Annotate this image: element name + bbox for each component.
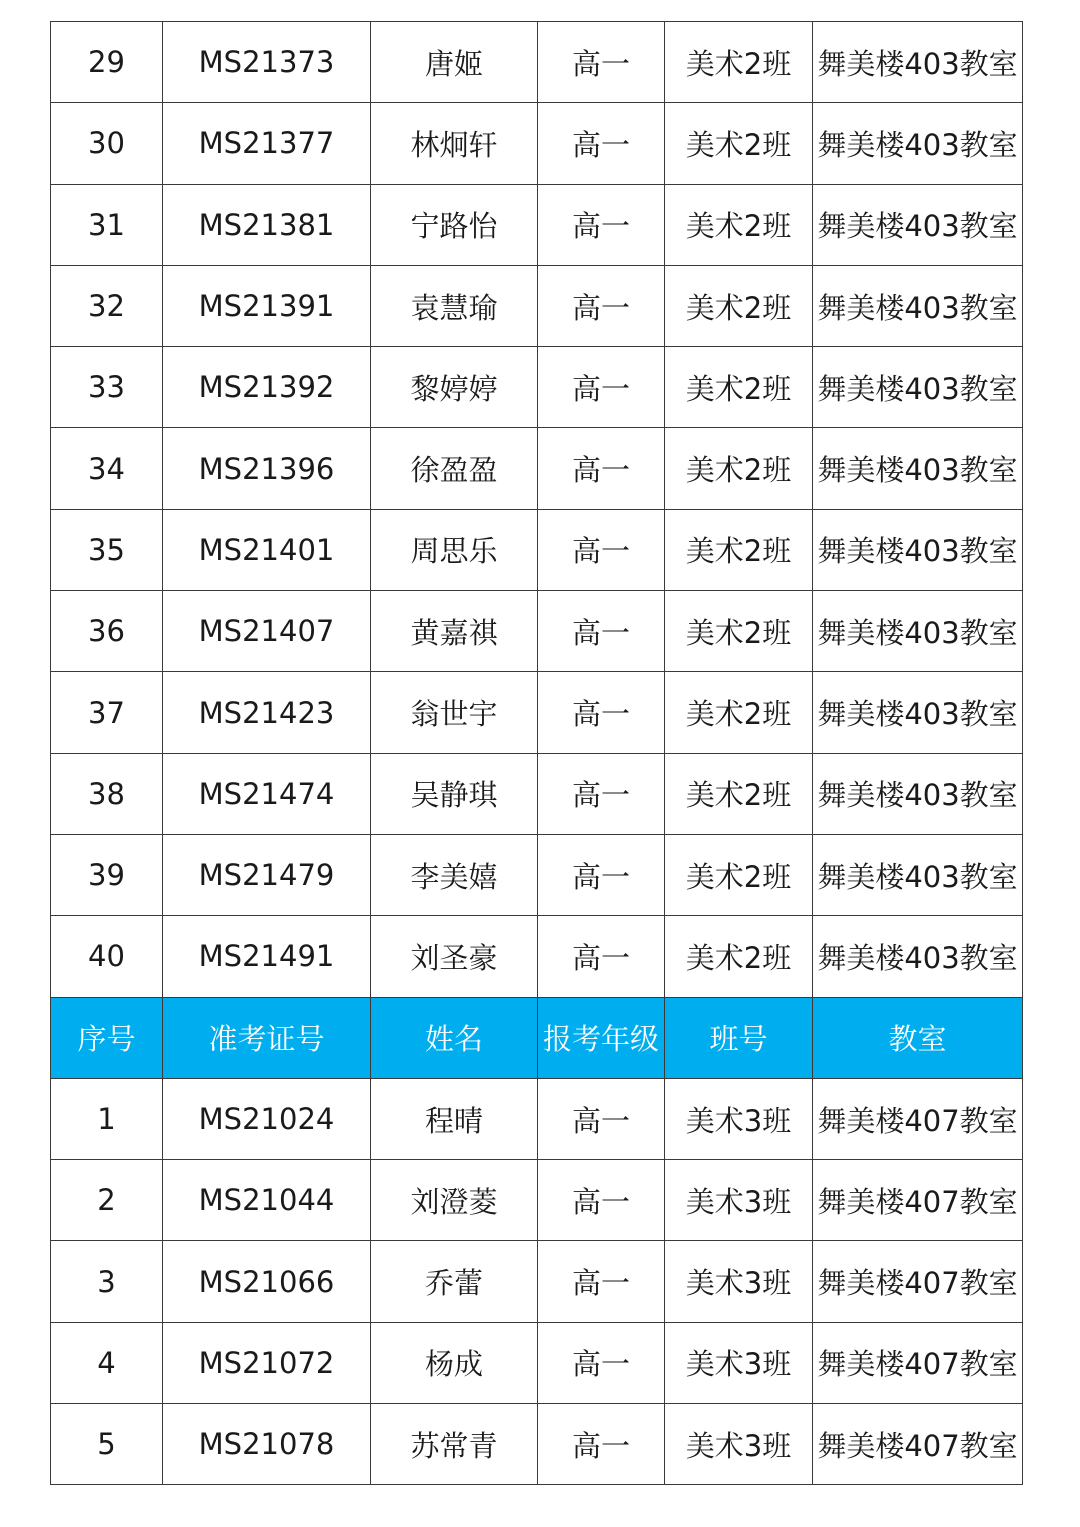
exam-id-cell: MS21078 (163, 1404, 371, 1485)
header-grade-cell: 报考年级 (538, 997, 665, 1078)
name-cell: 吴静琪 (371, 753, 538, 834)
seq-cell: 2 (51, 1160, 163, 1241)
class-cell: 美术3班 (665, 1404, 813, 1485)
table-row (51, 509, 1023, 590)
name-cell: 苏常青 (371, 1404, 538, 1485)
class-cell: 美术2班 (665, 916, 813, 997)
grade-cell: 高一 (538, 347, 665, 428)
grade-cell: 高一 (538, 1322, 665, 1403)
class-cell: 美术2班 (665, 834, 813, 915)
seq-cell: 29 (51, 22, 163, 103)
class-cell: 美术2班 (665, 347, 813, 428)
classroom-cell: 舞美楼403教室 (813, 265, 1023, 346)
name-cell: 林炯轩 (371, 103, 538, 184)
classroom-cell: 舞美楼407教室 (813, 1241, 1023, 1322)
name-cell: 周思乐 (371, 509, 538, 590)
seq-cell: 40 (51, 916, 163, 997)
grade-cell: 高一 (538, 591, 665, 672)
table-row (51, 591, 1023, 672)
name-cell: 唐姬 (371, 22, 538, 103)
name-cell: 乔蕾 (371, 1241, 538, 1322)
grade-cell: 高一 (538, 1241, 665, 1322)
exam-id-cell: MS21381 (163, 184, 371, 265)
table-row (51, 1160, 1023, 1241)
table-row (51, 184, 1023, 265)
classroom-cell: 舞美楼407教室 (813, 1322, 1023, 1403)
exam-id-cell: MS21491 (163, 916, 371, 997)
table-row (51, 753, 1023, 834)
grade-cell: 高一 (538, 916, 665, 997)
exam-id-cell: MS21024 (163, 1078, 371, 1159)
seq-cell: 38 (51, 753, 163, 834)
seq-cell: 3 (51, 1241, 163, 1322)
seq-cell: 33 (51, 347, 163, 428)
exam-id-cell: MS21423 (163, 672, 371, 753)
seq-cell: 37 (51, 672, 163, 753)
table-row (51, 916, 1023, 997)
name-cell: 袁慧瑜 (371, 265, 538, 346)
seq-cell: 36 (51, 591, 163, 672)
name-cell: 黎婷婷 (371, 347, 538, 428)
grade-cell: 高一 (538, 265, 665, 346)
grade-cell: 高一 (538, 509, 665, 590)
table-row (51, 1078, 1023, 1159)
name-cell: 李美嬉 (371, 834, 538, 915)
exam-id-cell: MS21407 (163, 591, 371, 672)
class-cell: 美术3班 (665, 1322, 813, 1403)
table-row (51, 834, 1023, 915)
class-cell: 美术2班 (665, 184, 813, 265)
class-cell: 美术2班 (665, 753, 813, 834)
exam-id-cell: MS21072 (163, 1322, 371, 1403)
header-exam-id-cell: 准考证号 (163, 997, 371, 1078)
exam-id-cell: MS21373 (163, 22, 371, 103)
classroom-cell: 舞美楼407教室 (813, 1078, 1023, 1159)
name-cell: 翁世宇 (371, 672, 538, 753)
name-cell: 刘圣豪 (371, 916, 538, 997)
classroom-cell: 舞美楼403教室 (813, 428, 1023, 509)
seq-cell: 31 (51, 184, 163, 265)
name-cell: 刘澄菱 (371, 1160, 538, 1241)
header-seq-cell: 序号 (51, 997, 163, 1078)
class-cell: 美术2班 (665, 22, 813, 103)
seq-cell: 1 (51, 1078, 163, 1159)
exam-id-cell: MS21401 (163, 509, 371, 590)
table-row (51, 265, 1023, 346)
grade-cell: 高一 (538, 753, 665, 834)
grade-cell: 高一 (538, 834, 665, 915)
seq-cell: 30 (51, 103, 163, 184)
class-cell: 美术3班 (665, 1078, 813, 1159)
grade-cell: 高一 (538, 1078, 665, 1159)
exam-id-cell: MS21479 (163, 834, 371, 915)
exam-id-cell: MS21044 (163, 1160, 371, 1241)
class-cell: 美术2班 (665, 103, 813, 184)
table-header-row (51, 997, 1023, 1078)
exam-id-cell: MS21392 (163, 347, 371, 428)
table-row (51, 672, 1023, 753)
table-row (51, 347, 1023, 428)
header-classroom-cell: 教室 (813, 997, 1023, 1078)
classroom-cell: 舞美楼403教室 (813, 916, 1023, 997)
exam-roster-table (50, 21, 1023, 1485)
class-cell: 美术2班 (665, 509, 813, 590)
grade-cell: 高一 (538, 103, 665, 184)
class-cell: 美术3班 (665, 1160, 813, 1241)
grade-cell: 高一 (538, 672, 665, 753)
grade-cell: 高一 (538, 428, 665, 509)
seq-cell: 39 (51, 834, 163, 915)
classroom-cell: 舞美楼403教室 (813, 509, 1023, 590)
exam-id-cell: MS21474 (163, 753, 371, 834)
classroom-cell: 舞美楼403教室 (813, 184, 1023, 265)
classroom-cell: 舞美楼407教室 (813, 1160, 1023, 1241)
seq-cell: 5 (51, 1404, 163, 1485)
name-cell: 宁路怡 (371, 184, 538, 265)
class-cell: 美术2班 (665, 428, 813, 509)
header-class-cell: 班号 (665, 997, 813, 1078)
seq-cell: 34 (51, 428, 163, 509)
class-cell: 美术3班 (665, 1241, 813, 1322)
classroom-cell: 舞美楼403教室 (813, 753, 1023, 834)
name-cell: 黄嘉祺 (371, 591, 538, 672)
table-row (51, 103, 1023, 184)
class-cell: 美术2班 (665, 672, 813, 753)
grade-cell: 高一 (538, 1160, 665, 1241)
grade-cell: 高一 (538, 22, 665, 103)
exam-id-cell: MS21396 (163, 428, 371, 509)
roster-body (51, 22, 1023, 1485)
grade-cell: 高一 (538, 184, 665, 265)
table-row (51, 1404, 1023, 1485)
table-row (51, 1241, 1023, 1322)
classroom-cell: 舞美楼403教室 (813, 834, 1023, 915)
table-row (51, 428, 1023, 509)
classroom-cell: 舞美楼407教室 (813, 1404, 1023, 1485)
classroom-cell: 舞美楼403教室 (813, 22, 1023, 103)
classroom-cell: 舞美楼403教室 (813, 347, 1023, 428)
classroom-cell: 舞美楼403教室 (813, 103, 1023, 184)
header-name-cell: 姓名 (371, 997, 538, 1078)
name-cell: 徐盈盈 (371, 428, 538, 509)
classroom-cell: 舞美楼403教室 (813, 672, 1023, 753)
seq-cell: 35 (51, 509, 163, 590)
table-row (51, 1322, 1023, 1403)
exam-id-cell: MS21391 (163, 265, 371, 346)
seq-cell: 4 (51, 1322, 163, 1403)
grade-cell: 高一 (538, 1404, 665, 1485)
seq-cell: 32 (51, 265, 163, 346)
name-cell: 杨成 (371, 1322, 538, 1403)
class-cell: 美术2班 (665, 265, 813, 346)
table-row (51, 22, 1023, 103)
exam-id-cell: MS21066 (163, 1241, 371, 1322)
classroom-cell: 舞美楼403教室 (813, 591, 1023, 672)
name-cell: 程晴 (371, 1078, 538, 1159)
class-cell: 美术2班 (665, 591, 813, 672)
exam-id-cell: MS21377 (163, 103, 371, 184)
